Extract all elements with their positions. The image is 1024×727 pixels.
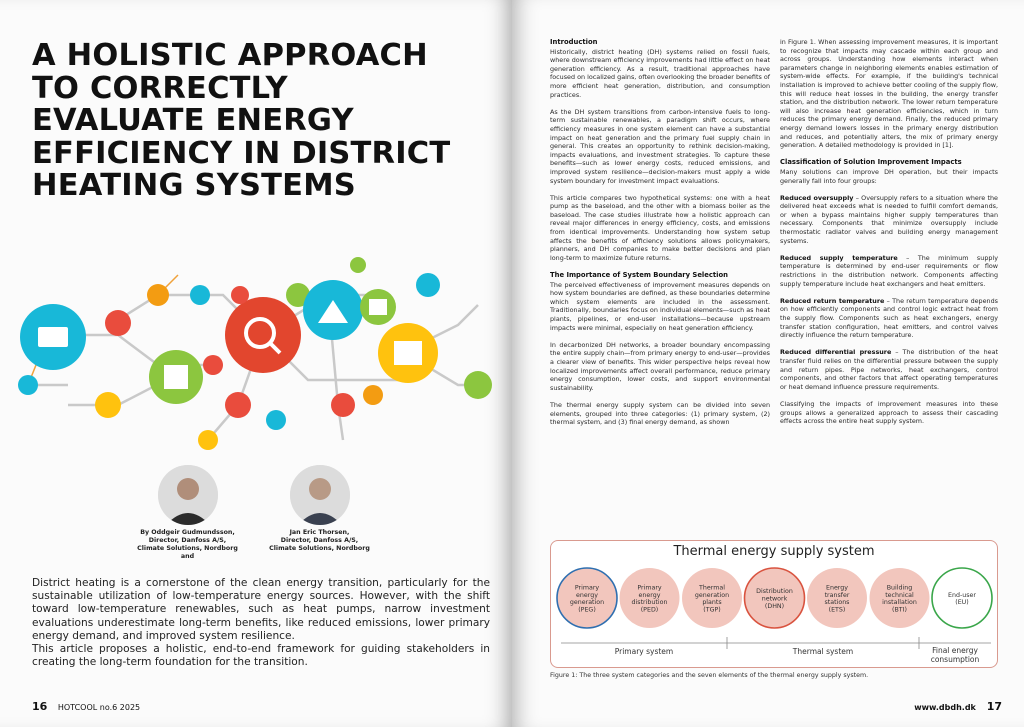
page-number: 17 <box>986 700 1002 713</box>
illus-nodes <box>18 257 492 450</box>
system-element-label: (BTI) <box>892 606 907 614</box>
author-photo <box>290 465 350 525</box>
publication-name: HOTCOOL no.6 2025 <box>57 703 141 712</box>
paragraph: Reduced oversupply – Oversupply refers to a situation where the delivered heat exceeds what is needed to fulfill comfort demands, or when a bypass maintains higher supply temperatures than necessary. Components that minimize oversupply include thermostatic radiator valves and building energy management systems. <box>780 193 998 245</box>
figure-thermal-energy-supply <box>550 540 998 668</box>
section-heading: The Importance of System Boundary Selection <box>550 271 728 280</box>
intro-paragraph: District heating is a cornerstone of the clean energy transition, particularly for the sustainable utilization of low-temperature energy sources. However, with the shift toward low-temperature renewables, such as heat pumps, narrow investment evaluations underestimate long-term benefits, like reduced emissions, lower primary energy demand, and improved system resilience. <box>32 577 490 642</box>
system-element-label: distribution <box>631 599 668 607</box>
system-element-label: plants <box>702 599 722 607</box>
paragraph: The perceived effectiveness of improvement measures depends on how system boundaries are defined, as these boundaries determine which system elements are included in the assessment. Traditionally, boundaries focus on individual elements—such as heat plants, pipelines, or end-user installations—because upstream impacts were minimal, especially on heat generation efficiency. <box>550 280 770 332</box>
paragraph: Reduced return temperature – The return temperature depends on how efficiently components and control logic extract heat from the supply flow. Components such as heat exchangers, energy transfer station configuration, heat emitters, and control valves directly influence the return temperature. <box>780 296 998 340</box>
paragraph: Many solutions can improve DH operation, but their impacts generally fall into four groups: <box>780 167 998 185</box>
term-bold: Reduced differential pressure <box>780 348 892 357</box>
figure-caption: Figure 1: The three system categories and the seven elements of the thermal energy supply system. <box>550 672 869 679</box>
paragraph: As the DH system transitions from carbon-intensive fuels to long-term sustainable renewables, a paradigm shift occurs, where efficiency measures in one system element can have a substantial impact on heat generation and the primary fuel supply chain in general. This creates an opportunity to rethink decision-making, impacts evaluations, and investment strategies. To capture these benefits—such as lower energy costs, reduced emissions, and improved system resilience—decision-makers must apply a wide system boundary for investment impact evaluations. <box>550 107 770 185</box>
system-element-label: Primary <box>637 584 662 592</box>
system-element-label: Thermal <box>699 584 725 592</box>
intro-paragraph: This article proposes a holistic, end-to-end framework for guiding stakeholders in creating the long-term foundation for the transition. <box>32 643 490 669</box>
paragraph: Historically, district heating (DH) systems relied on fossil fuels, where downstream efficiency improvements had little effect on heat generation efficiency. As a result, traditional approaches have focused on localized gains, often overlooking the broader benefits of more efficient heat generation, distribution, and consumption practices. <box>550 47 770 99</box>
system-element-label: (DHN) <box>764 602 785 610</box>
text-column-2 <box>780 38 998 434</box>
system-element-label: Primary <box>574 584 600 592</box>
system-element-label: Energy <box>825 584 849 592</box>
paragraph: Reduced supply temperature – The minimum supply temperature is determined by end-user requirements or flow restrictions in the distribution network. Components affecting supply temperature include heat exchangers and heat emitters. <box>780 253 998 288</box>
website-url: www.dbdh.dk <box>914 703 976 712</box>
paragraph: The thermal energy supply system can be divided into seven elements, grouped into three categories: (1) primary system, (2) thermal system, and (3) final energy demand, as shown <box>550 400 770 427</box>
system-element-label: generation <box>694 591 730 599</box>
system-element-label: technical <box>885 591 914 599</box>
paragraph: Reduced differential pressure – The distribution of the heat transfer fluid relies on the differential pressure between the supply and return pipes. Pipe networks, heat exchangers, control components, and other factors that affect operating temperatures or heat demand influence pressure requirements. <box>780 348 998 391</box>
figure-title: Thermal energy supply system <box>673 544 875 559</box>
system-element-label: (TGP) <box>703 606 721 614</box>
author-photo <box>158 465 218 525</box>
page-number: 16 <box>32 700 48 713</box>
system-element-label: stations <box>824 599 850 607</box>
footer-right <box>914 700 1002 713</box>
system-element-label: energy <box>638 591 661 599</box>
system-element-label: installation <box>882 599 917 607</box>
term-bold: Reduced return temperature <box>780 296 885 305</box>
system-element-label: (EU) <box>955 599 969 607</box>
paragraph: Classifying the impacts of improvement measures into these groups allows a generalized approach to assess their cascading effects across the entire heat supply system. <box>780 399 998 426</box>
system-element-label: Building <box>886 584 913 592</box>
paragraph: This article compares two hypothetical systems: one with a heat pump as the baseload, and the other with a biomass boiler as the baseload. The case studies illustrate how a holistic approach can reveal major differences in energy efficiency, costs, and emissions from identical improvements. Understanding how system setup affects the benefits of efficiency solutions allows policymakers, planners, and DH companies to make better decisions and plan long-term to maximize future returns. <box>550 193 770 262</box>
system-element-label: network <box>761 595 788 603</box>
group-final-label-2: consumption <box>930 655 980 664</box>
text-column-1 <box>550 38 770 435</box>
paragraph: in Figure 1. When assessing improvement measures, it is important to recognize that impacts may cascade within each group and across groups. Understanding how elements interact when parameters change in neighboring elements enables estimation of system-wide effects. For example, if the building's technical installation is improved to achieve better cooling of the supply flow, this will reduce heat losses in the building, the energy transfer station, and the distribution network. The lower return temperature will also increase heat generation efficiencies, which in turn reduces the primary energy demand. Finally, the reduced primary energy demand lowers losses in the primary energy distribution and reduces, and potentially alters, the mix of primary energy generation. A detailed methodology is provided in [1]. <box>780 38 998 150</box>
author-jan-eric: Jan Eric Thorsen, Director, Danfoss A/S, Climate Solutions, Nordborg <box>262 465 377 553</box>
figure-diagram <box>551 541 999 669</box>
right-page <box>512 0 1024 727</box>
author-oddgeir: By Oddgeir Gudmundsson, Director, Danfoss A/S, Climate Solutions, Nordborg and <box>130 465 245 561</box>
section-heading: Classification of Solution Improvement Impacts <box>780 158 962 167</box>
article-intro <box>32 577 490 669</box>
group-primary-label: Primary system <box>614 647 674 656</box>
paragraph: In decarbonized DH networks, a broader boundary encompassing the entire supply chain—from primary energy to end-user—provides a clearer view of benefits. This wider perspective helps reveal how localized improvements affect overall performance, reduce primary energy consumption, lower costs, and support environmental sustainability. <box>550 340 770 392</box>
system-element-label: Distribution <box>756 588 793 596</box>
article-headline: A HOLISTIC APPROACH TO CORRECTLY EVALUATE ENERGY EFFICIENCY IN DISTRICT HEATING SYSTEMS <box>32 38 451 203</box>
system-element-label: transfer <box>824 591 850 599</box>
system-element-label: (ETS) <box>828 606 846 614</box>
system-element-label: (PED) <box>640 606 659 614</box>
term-bold: Reduced oversupply <box>780 193 854 202</box>
system-element-label: energy <box>576 591 598 599</box>
system-element-label: (PEG) <box>578 606 596 614</box>
term-bold: Reduced supply temperature <box>780 253 898 262</box>
system-element-label: generation <box>569 599 605 607</box>
group-final-label-1: Final energy <box>932 646 978 655</box>
system-element-label: End-user <box>948 591 976 599</box>
network-illustration <box>8 255 508 465</box>
group-thermal-label: Thermal system <box>792 647 854 656</box>
section-heading: Introduction <box>550 38 598 46</box>
footer-left <box>32 700 140 713</box>
